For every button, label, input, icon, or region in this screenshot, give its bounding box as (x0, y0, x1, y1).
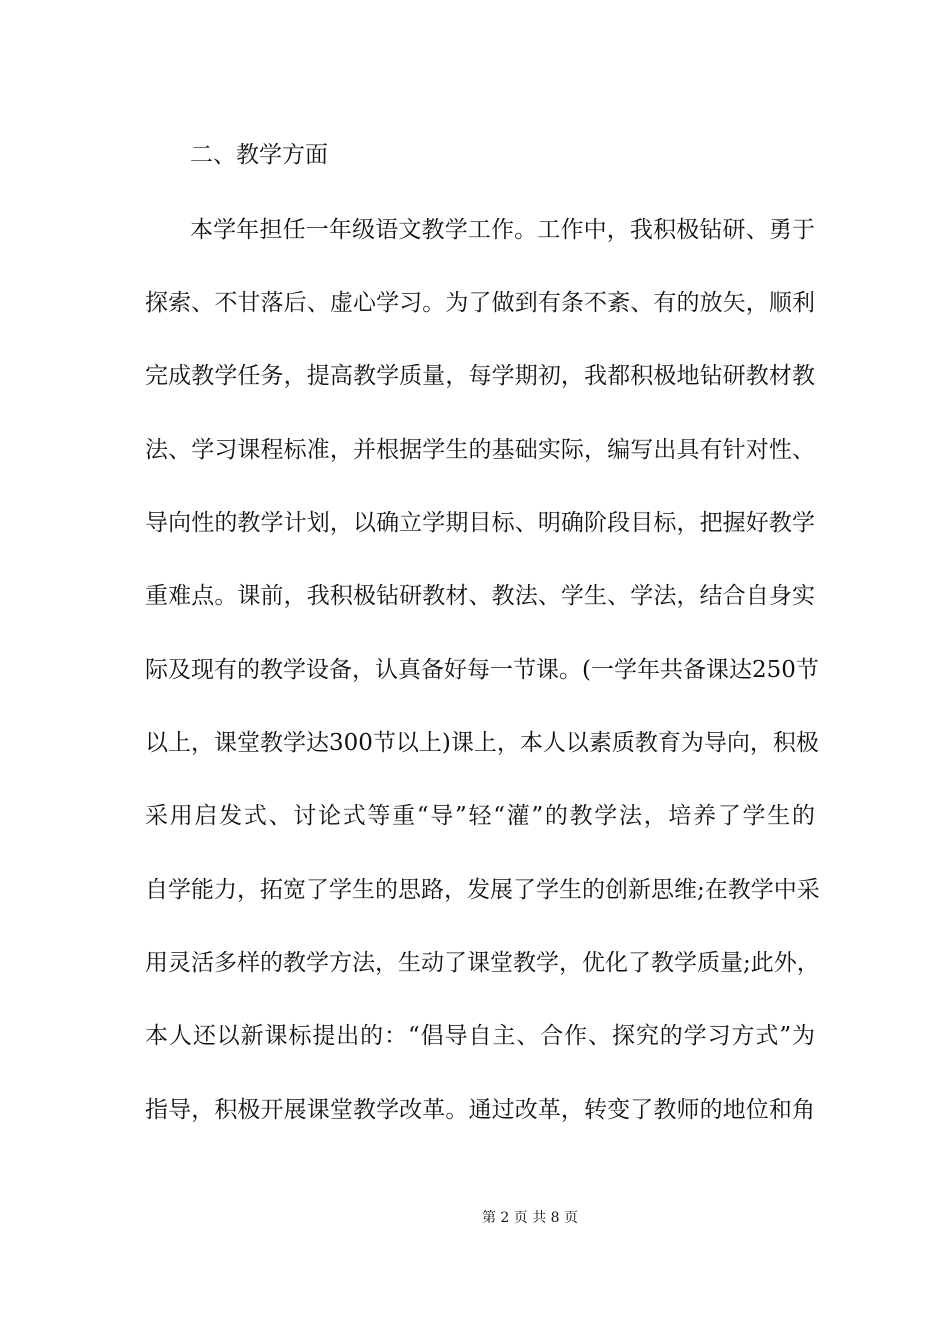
paragraph-line: 本人还以新课标提出的：“倡导自主、合作、探究的学习方式”为 (145, 1023, 815, 1049)
paragraph-line: 导向性的教学计划，以确立学期目标、明确阶段目标，把握好教学 (145, 510, 815, 536)
paragraph-line: 用灵活多样的教学方法，生动了课堂教学，优化了教学质量;此外， (145, 950, 820, 976)
paragraph-line: 本学年担任一年级语文教学工作。工作中，我积极钻研、勇于 (190, 217, 815, 243)
paragraph-line: 重难点。课前，我积极钻研教材、教法、学生、学法，结合自身实 (145, 583, 815, 609)
paragraph-line: 探索、不甘落后、虚心学习。为了做到有条不紊、有的放矢，顺利 (145, 290, 815, 316)
paragraph-line: 完成教学任务，提高教学质量，每学期初，我都积极地钻研教材教 (145, 363, 815, 389)
paragraph-line: 自学能力，拓宽了学生的思路，发展了学生的创新思维;在教学中采 (145, 877, 820, 903)
paragraph-line: 际及现有的教学设备，认真备好每一节课。(一学年共备课达250节 (145, 657, 819, 683)
paragraph-line: 采用启发式、讨论式等重“导”轻“灌”的教学法，培养了学生的 (145, 803, 815, 829)
section-heading: 二、教学方面 (190, 142, 328, 168)
paragraph-line: 以上，课堂教学达300节以上)课上，本人以素质教育为导向，积极 (145, 730, 819, 756)
paragraph-line: 指导，积极开展课堂教学改革。通过改革，转变了教师的地位和角 (145, 1097, 815, 1123)
page-footer: 第 2 页 共 8 页 (481, 1210, 579, 1226)
paragraph-line: 法、学习课程标准，并根据学生的基础实际，编写出具有针对性、 (145, 437, 815, 463)
